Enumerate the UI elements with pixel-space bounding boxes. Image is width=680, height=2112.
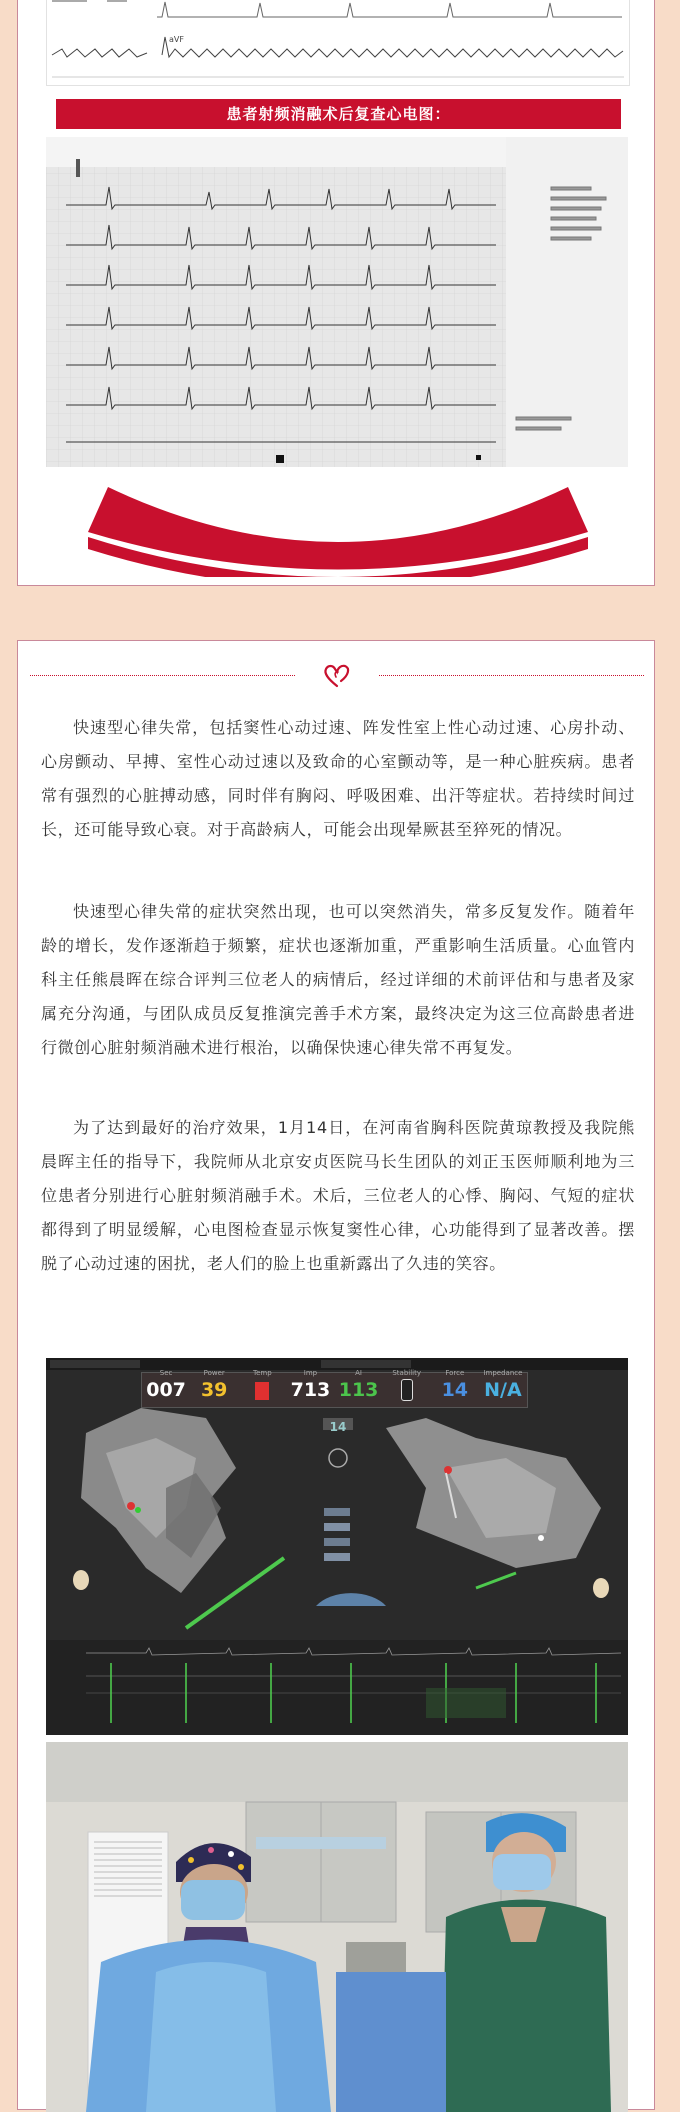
ecg-section-title: 患者射频消融术后复查心电图：: [56, 99, 621, 129]
ecg-strip-top: [46, 0, 630, 86]
metric-imp: Imp 713: [290, 1369, 331, 1401]
metric-force: Force 14: [441, 1369, 469, 1401]
metric-stability: Stability: [383, 1379, 431, 1402]
metric-ai: AI 113: [338, 1369, 379, 1401]
article-paragraph-3: 为了达到最好的治疗效果，1月14日，在河南省胸科医院黄琼教授及我院熊晨晖主任的指导下，我院师从北京安贞医院马长生团队的刘正玉医师顺利地为三位患者分别进行心脏射频消融手术。术后，三位老人的心悸、胸闷、气短的症状都得到了明显缓解，心电图检查显示恢复窦性心律，心功能得到了显著改善。摆脱了心动过速的困扰，老人们的脸上也重新露出了久违的笑容。: [41, 1118, 635, 1273]
metric-power: Power 39: [200, 1369, 228, 1401]
operating-room-photo: [46, 1742, 628, 2112]
decorative-red-arc: [88, 477, 588, 577]
ablation-mapping-image: [46, 1358, 628, 1735]
metric-temp: Temp: [238, 1379, 286, 1401]
metric-impedance: Impedance N/A: [483, 1369, 523, 1401]
ecg-card: [17, 0, 655, 586]
article-card: [17, 640, 655, 2110]
ablation-metrics-bar: [141, 1368, 528, 1408]
metric-sec: Sec 007: [146, 1369, 186, 1401]
article-paragraph-2: 快速型心律失常的症状突然出现，也可以突然消失，常多反复发作。随着年龄的增长，发作逐渐趋于频繁，症状也逐渐加重，严重影响生活质量。心血管内科主任熊晨晖在综合评判三位老人的病情后，经过详细的术前评估和与患者及家属充分沟通，与团队成员反复推演完善手术方案，最终决定为这三位高龄患者进行微创心脏射频消融术进行根治，以确保快速心律失常不再复发。: [41, 902, 635, 1057]
article-paragraph-1: 快速型心律失常，包括窦性心动过速、阵发性室上性心动过速、心房扑动、心房颤动、早搏、室性心动过速以及致命的心室颤动等，是一种心脏疾病。患者常有强烈的心脏搏动感，同时伴有胸闷、呼吸困难、出汗等症状。若持续时间过长，还可能导致心衰。对于高龄病人，可能会出现晕厥甚至猝死的情况。: [41, 718, 635, 839]
divider-line-left: [30, 675, 295, 676]
heart-icon: [323, 663, 351, 689]
heart-divider: [30, 661, 644, 691]
post-op-ecg-image: [46, 137, 628, 467]
side-counter: 14: [329, 1420, 347, 1434]
divider-line-right: [379, 675, 644, 676]
ecg-lead-label: aVF: [169, 35, 184, 44]
